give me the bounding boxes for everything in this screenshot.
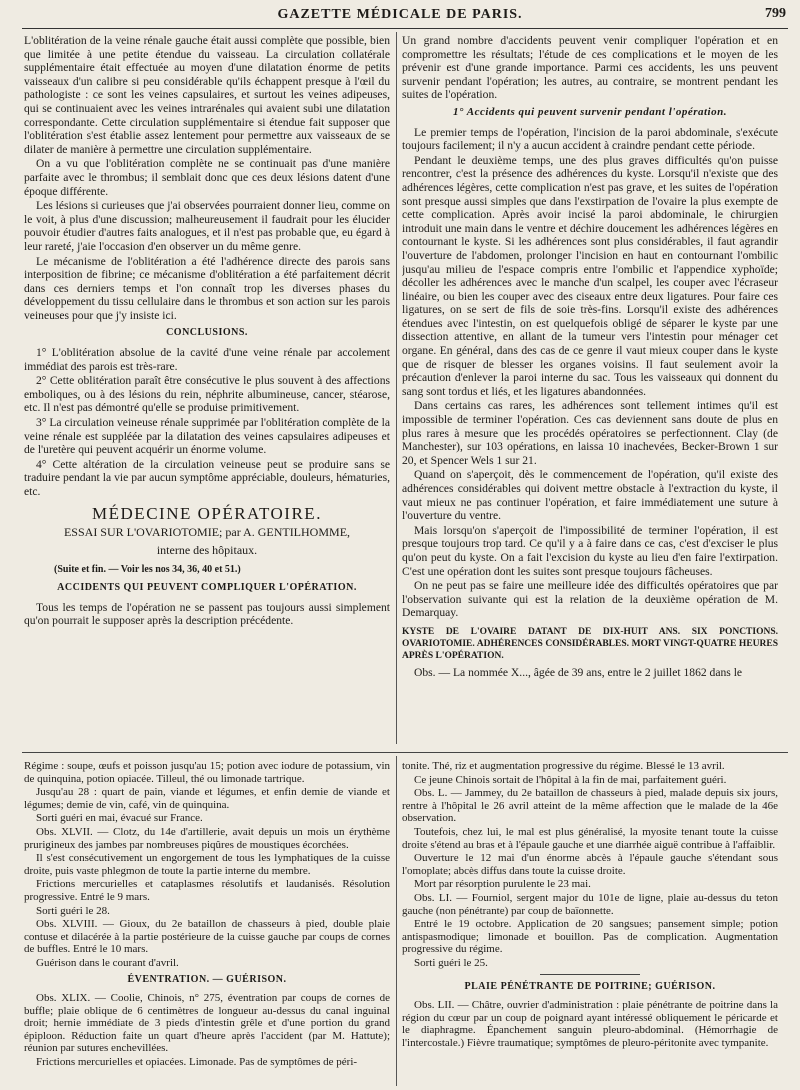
paragraph: Quand on s'aperçoit, dès le commencement de l'opération, qu'il existe des adhérences considérables qui doivent mettre obstacle à l'extraction du kyste, il vaut mieux ne pas continuer l'opération, et faire immédiatement une suture à l'ouverture du ventre. [402,468,778,523]
paragraph: Toutefois, chez lui, le mal est plus généralisé, la myosite tenant toute la cuisse droite s'étend au bras et à l'épaule gauche et une diarrhée aiguë contribue à l'affaiblir. [402,825,778,851]
page-header [0,0,800,30]
conclusion-item: 4° Cette altération de la circulation veineuse peut se produire sans se traduire pendant la vie par aucun symptôme appréciable, douleurs, hématuries, etc. [24,457,390,498]
paragraph: Obs. XLVIII. — Gioux, du 2e bataillon de chasseurs à pied, double plaie contuse et dilacérée à la partie postérieure de la cuisse gauche par coups de cornes de buffles. Entré le 10 mars. [24,918,390,956]
paragraph: Obs. — La nommée X..., âgée de 39 ans, entre le 2 juillet 1862 dans le [414,665,743,679]
journal-title: GAZETTE MÉDICALE DE PARIS. [277,7,523,22]
paragraph: Entré le 19 octobre. Application de 20 sangsues; pansement simple; potion antispasmodique; limonade et bouillon. Pas de complication. Augmentation progressive du régime. [402,918,778,956]
paragraph: Un grand nombre d'accidents peuvent venir compliquer l'opération et en compromettre les résultats; l'étude de ces complications et le moyen de les prévenir est d'une grande importance. Parmi ces accidents, les uns peuvent survenir pendant l'opération; les autres, au contraire, se montrent pendant les suites de l'opération. [402,34,778,102]
paragraph: tonite. Thé, riz et augmentation progressive du régime. Blessé le 13 avril. [402,760,725,772]
suite-note: (Suite et fin. — Voir les nos 34, 36, 40 et 51.) [54,564,241,576]
paragraph: Pendant le deuxième temps, une des plus graves difficultés qu'on puisse rencontrer, c'est la présence des adhérences du kyste. Lorsqu'il n'existe que des adhérences légères, cette complication n'est pas grave, et les suites de l'opération sont presque aussi simples que dans l'exstirpation de l'ovaire la plus exempte de cette complication. Après avoir incisé la paroi abdominale, le chirurgien introduit une main dans le ventre et déchire doucement les adhérences légères en contournant le kyste. Si les adhérences sont plus considérables, il faut agrandir l'ouverture de l'abdomen, prolonger l'incision en haut en contournant l'ombilic jusqu'au milieu de l'espace compris entre l'ombilic et l'appendice xyphoïde; décoller les adhérences avec le manche d'un scalpel, les couper avec l'écraseur linéaire, ou bien les couper avec des ciseaux entre deux ligatures. Pour faire ces ligatures, on se sert de fils de soie très-fins. Lorsqu'il existe des adhérences étendues avec l'intestin, on est quelquefois obligé de séparer le kyste par une dissection attentive, en allant de la tumeur vers l'intestin pour ménager cet organe. En général, dans des cas de ce genre il vaut mieux couper dans le kyste que de risquer de blesser les organes voisins. Il faut seulement avoir la précaution d'enlever la paroi interne du sac. Tous les vaisseaux qui donnent du sang sont tordus et liés, et les ligatures abandonnées. [402,153,778,398]
paragraph: Mais lorsqu'on s'aperçoit de l'impossibilité de terminer l'opération, il est presque toujours trop tard. Ce qu'il y a à faire dans ce cas, c'est d'exciser le plus qu'on peut du kyste. On a fait l'excision du kyste au lieu d'en faire l'extirpation. C'est une opération dont les suites sont presque toujours fâcheuses. [402,523,778,578]
paragraph: Le mécanisme de l'oblitération a été l'adhérence directe des parois sans interposition de fibrine; ce mécanisme d'oblitération a été parfaitement décrit dans ces derniers temps et l'on connaît trop les diverses phases du développement du tissu cellulaire dans le thrombus et son action sur les parois veineuses pour que j'y insiste ici. [24,254,390,322]
conclusion-item: 3° La circulation veineuse rénale supprimée par l'oblitération complète de la veine rénale est suppléée par la dilatation des veines capsulaires adipeuses et de l'uretère qui peuvent acquérir un énorme volume. [24,416,390,457]
column-lower-right [402,760,778,1086]
column-divider [396,756,397,1086]
paragraph: Obs. XLIX. — Coolie, Chinois, n° 275, éventration par coups de cornes de buffle; plaie oblique de 6 centimètres de longueur au-dessus du canal inguinal droit; hernie immédiate de 3 pieds d'intestin grêle et d'une portion du grand épiploon. Réduction faite un quart d'heure après l'accident (par M. Hattute); réunion par sutures enchevillées. [24,992,390,1055]
conclusion-item: 2° Cette oblitération paraît être consécutive le plus souvent à des affections emboliques, ou à des lésions du rein, néphrite albumineuse, cancer, stéarose, etc. Il n'est pas démontré qu'elle se produise primitivement. [24,374,390,415]
paragraph: On a vu que l'oblitération complète ne se continuait pas d'une manière parfaite avec le thrombus; il semblait donc que ces deux lésions datent d'une époque différente. [24,157,390,198]
paragraph: Sorti guéri le 25. [414,956,488,969]
article-title: ESSAI SUR L'OVARIOTOMIE; par A. GENTILHOMME, [63,525,351,540]
paragraph: Sorti guéri en mai, évacué sur France. [36,812,203,825]
paragraph: Ouverture le 12 mai d'un énorme abcès à l'épaule gauche s'étendant sous l'omoplate; abcès diffus dans toute la cuisse droite. [402,852,778,877]
paragraph: Le premier temps de l'opération, l'incision de la paroi abdominale, s'exécute toujours facilement; il n'y a aucun accident à craindre pendant cette période. [402,125,778,153]
paragraph: Il s'est consécutivement un engorgement de tous les lymphatiques de la cuisse droite, puis vaste phlegmon de toute la partie interne du membre. [24,852,390,877]
conclusions-heading: CONCLUSIONS. [166,327,248,339]
paragraph: Sorti guéri le 28. [36,904,110,917]
section-title: MÉDECINE OPÉRATOIRE. [92,503,322,523]
conclusion-item: 1° L'oblitération absolue de la cavité d'une veine rénale par accolement immédiat des parois est très-rare. [24,346,390,373]
column-lower-left [24,760,390,1086]
paragraph: Frictions mercurielles et opiacées. Limonade. Pas de symptômes de péri- [36,1056,358,1069]
paragraph: Frictions mercurielles et cataplasmes résolutifs et laudanisés. Résolution progressive. Entré le 9 mars. [24,878,390,903]
column-upper-right [402,34,778,744]
paragraph: Guérison dans le courant d'avril. [36,956,179,969]
paragraph: Obs. LI. — Fourniol, sergent major du 101e de ligne, plaie au-dessus du teton gauche (non pénétrante) par coup de baïonnette. [402,891,778,917]
subheading: 1° Accidents qui peuvent survenir pendant l'opération. [453,105,727,118]
paragraph: Régime : soupe, œufs et poisson jusqu'au 15; potion avec iodure de potassium, vin de quinquina, potion opiacée. Tilleul, thé ou limonade tartrique. [24,760,390,785]
eventration-heading: ÉVENTRATION. — GUÉRISON. [127,973,287,985]
paragraph: Obs. XLVII. — Clotz, du 14e d'artillerie, avait depuis un mois un érythème prurigineux des jambes par nombreuses piqûres de moustiques écorchées. [24,825,390,851]
paragraph: Jusqu'au 28 : quart de pain, viande et légumes, et enfin demie de viande et légumes; demie de vin, café, vin de quinquina. [24,786,390,811]
paragraph: Ce jeune Chinois sortait de l'hôpital à la fin de mai, parfaitement guéri. [414,773,727,786]
column-divider [396,32,397,744]
paragraph: Dans certains cas rares, les adhérences sont tellement intimes qu'il est impossible de terminer l'opération. Ces cas deviennent sans doute de plus en plus rares à mesure que les procédés opératoires se perfectionnent. Clay (de Manchester), sur 103 opérations, en laissa 10 inachevées, Becker-Brown 1 sur 20, et Spencer Wels 1 sur 21. [402,399,778,467]
plaie-heading: PLAIE PÉNÉTRANTE DE POITRINE; GUÉRISON. [464,980,716,992]
observation-heading: KYSTE DE L'OVAIRE DATANT DE DIX-HUIT ANS. SIX PONCTIONS. OVARIOTOMIE. ADHÉRENCES CONSIDÉRABLES. MORT VINGT-QUATRE HEURES APRÈS L'OPÉRATION. [402,626,778,661]
header-rule [22,28,788,29]
paragraph: Obs. LII. — Châtre, ouvrier d'administration : plaie pénétrante de poitrine dans la région du cœur par un coup de poignard ayant intéressé obliquement le péricarde et le diaphragme. Épanchement sanguin pleuro-abdominal. (Hémorrhagie de l'intercostale.) Fièvre traumatique; symptômes de pleuro-péritonite avec tympanite. [402,999,778,1049]
paragraph: L'oblitération de la veine rénale gauche était aussi complète que possible, bien que limitée à une petite étendue du vaisseau. La circulation collatérale supplémentaire était effectuée au moyen d'une dilatation énorme de petits vaisseaux d'un calibre si peu considérable qu'ils échappent presque à l'œil du pathologiste : ce sont les veines capsulaires, et surtout les veines adipeuses, qui se continuaient avec les veines intrarénales qui avaient subi une dilatation correspondante. Cette circulation supplémentaire si étendue fait supposer que l'oblitération s'est établie assez lentement pour permettre aux vaisseaux de se dilater de manière à permettre une circulation supplémentaire. [24,34,390,156]
separator-rule [540,974,640,975]
page-number: 799 [765,6,786,21]
article-subtitle: interne des hôpitaux. [156,542,258,557]
paragraph: Tous les temps de l'opération ne se passent pas toujours aussi simplement qu'on pourrait le supposer après la description précédente. [24,600,390,628]
horizontal-divider [22,752,788,753]
paragraph: Obs. L. — Jammey, du 2e bataillon de chasseurs à pied, malade depuis six jours, rentre à l'hôpital le 26 avril atteint de la même affection que le malade de la 46e observation. [402,787,778,825]
accidents-heading: ACCIDENTS QUI PEUVENT COMPLIQUER L'OPÉRATION. [57,581,357,593]
paragraph: Mort par résorption purulente le 23 mai. [414,878,591,891]
paragraph: Les lésions si curieuses que j'ai observées pourraient donner lieu, comme on le voit, à plus d'une discussion; malheureusement il faudrait pour les élucider pouvoir étudier d'autres faits analogues, et il n'est pas probable que, eu égard à leur rareté, j'aie l'occasion d'en observer un du même genre. [24,199,390,253]
paragraph: On ne peut pas se faire une meilleure idée des difficultés opératoires que par l'observation suivante qui est la relation de la deuxième opération de M. Demarquay. [402,579,778,620]
column-upper-left [24,34,390,744]
